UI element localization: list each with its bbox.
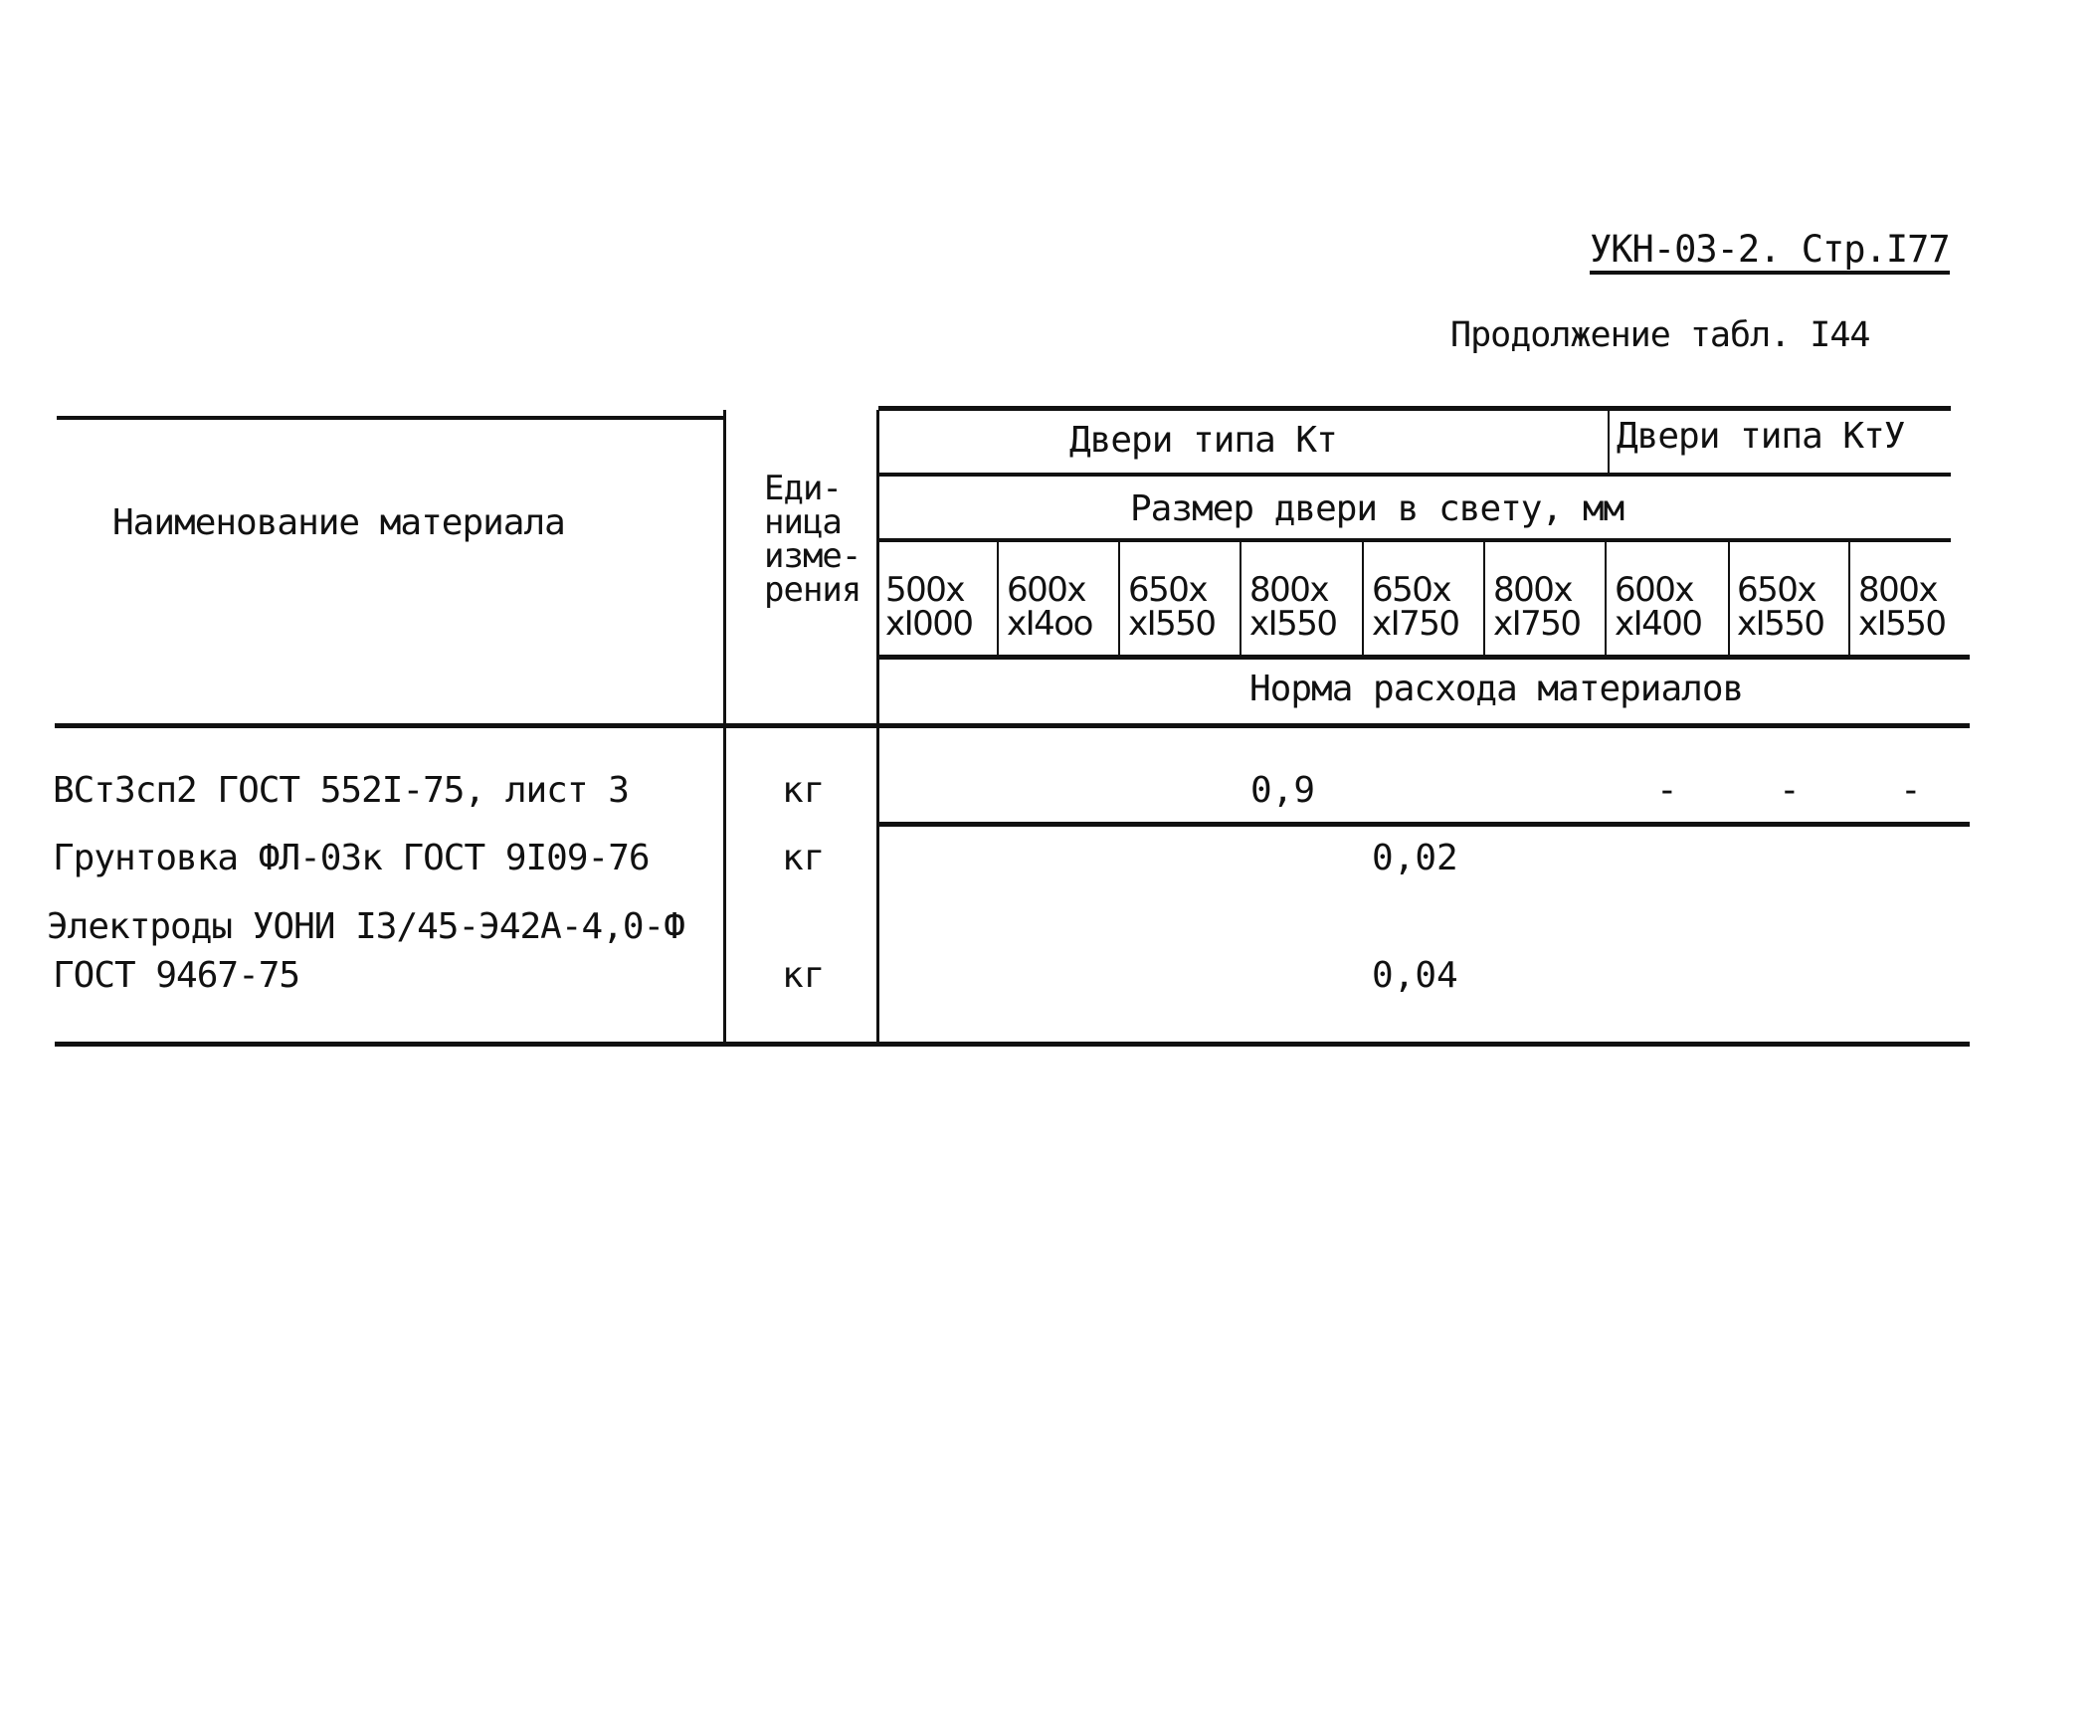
unit-column-header-line: ница [764, 502, 842, 542]
consumption-value: 0,02 [1372, 838, 1458, 878]
size-column-divider [1605, 540, 1607, 658]
unit-value: кг [782, 838, 826, 878]
size-column-divider [997, 540, 999, 658]
door-size-label: хI550 [1737, 604, 1824, 644]
material-name: ВСт3сп2 ГОСТ 552I-75, лист 3 [53, 770, 629, 811]
unit-value: кг [782, 955, 826, 996]
door-size-label: 650х [1737, 570, 1816, 610]
material-name: Электроды УОНИ I3/45-Э42А-4,0-Ф [47, 906, 684, 947]
door-size-label: 650х [1128, 570, 1208, 610]
consumption-dash: - [1779, 770, 1801, 811]
door-type-kt-header: Двери типа Кт [1069, 420, 1337, 461]
unit-column-header-line: изме- [764, 536, 861, 576]
table-top-rule-left [57, 416, 723, 420]
size-column-divider [1848, 540, 1850, 658]
door-size-label: хI400 [1615, 604, 1702, 644]
size-column-divider [1728, 540, 1730, 658]
consumption-value: 0,04 [1372, 955, 1458, 996]
material-column-header: Наименование материала [112, 502, 565, 543]
rule-under-door-types [878, 473, 1951, 477]
size-column-divider [1118, 540, 1120, 658]
door-size-label: хI750 [1372, 604, 1459, 644]
consumption-dash: - [1900, 770, 1922, 811]
material-name: Грунтовка ФЛ-03к ГОСТ 9I09-76 [53, 838, 650, 878]
door-size-label: хI4oo [1007, 604, 1092, 644]
door-size-label: 600х [1007, 570, 1086, 610]
page-reference: УКН-03-2. Стр.I77 [1590, 231, 1950, 275]
door-size-label: хI550 [1249, 604, 1337, 644]
table-top-rule-right [878, 406, 1951, 411]
rule-between-rows-right [878, 822, 1970, 827]
door-size-label: 500х [885, 570, 965, 610]
door-size-label: хI550 [1858, 604, 1946, 644]
unit-column-header-line: рения [764, 570, 861, 610]
door-size-label: 650х [1372, 570, 1451, 610]
table-bottom-rule [55, 1042, 1970, 1047]
rule-under-door-size [878, 538, 1951, 542]
unit-column-divider [876, 410, 879, 1047]
material-column-divider [723, 410, 726, 1047]
header-bottom-rule [55, 723, 1970, 728]
consumption-norm-header: Норма расхода материалов [1249, 669, 1744, 709]
door-size-label: 800х [1858, 570, 1938, 610]
unit-value: кг [782, 770, 826, 811]
door-size-label: хI550 [1128, 604, 1216, 644]
size-column-divider [1483, 540, 1485, 658]
rule-under-sizes [878, 655, 1970, 660]
door-type-ktu-header: Двери типа КтУ [1617, 416, 1905, 457]
door-size-label: хI000 [885, 604, 973, 644]
consumption-dash: - [1656, 770, 1678, 811]
door-size-label: 800х [1493, 570, 1573, 610]
door-size-label: 600х [1615, 570, 1694, 610]
door-size-header: Размер двери в свету, мм [1130, 488, 1624, 529]
door-size-label: хI750 [1493, 604, 1581, 644]
door-size-label: 800х [1249, 570, 1329, 610]
unit-column-header-line: Еди- [764, 469, 842, 508]
table-continuation-label: Продолжение табл. I44 [1450, 315, 1870, 355]
door-type-group-divider [1608, 408, 1610, 476]
size-column-divider [1362, 540, 1364, 658]
material-name: ГОСТ 9467-75 [53, 955, 300, 996]
consumption-value: 0,9 [1250, 770, 1316, 811]
size-column-divider [1240, 540, 1241, 658]
